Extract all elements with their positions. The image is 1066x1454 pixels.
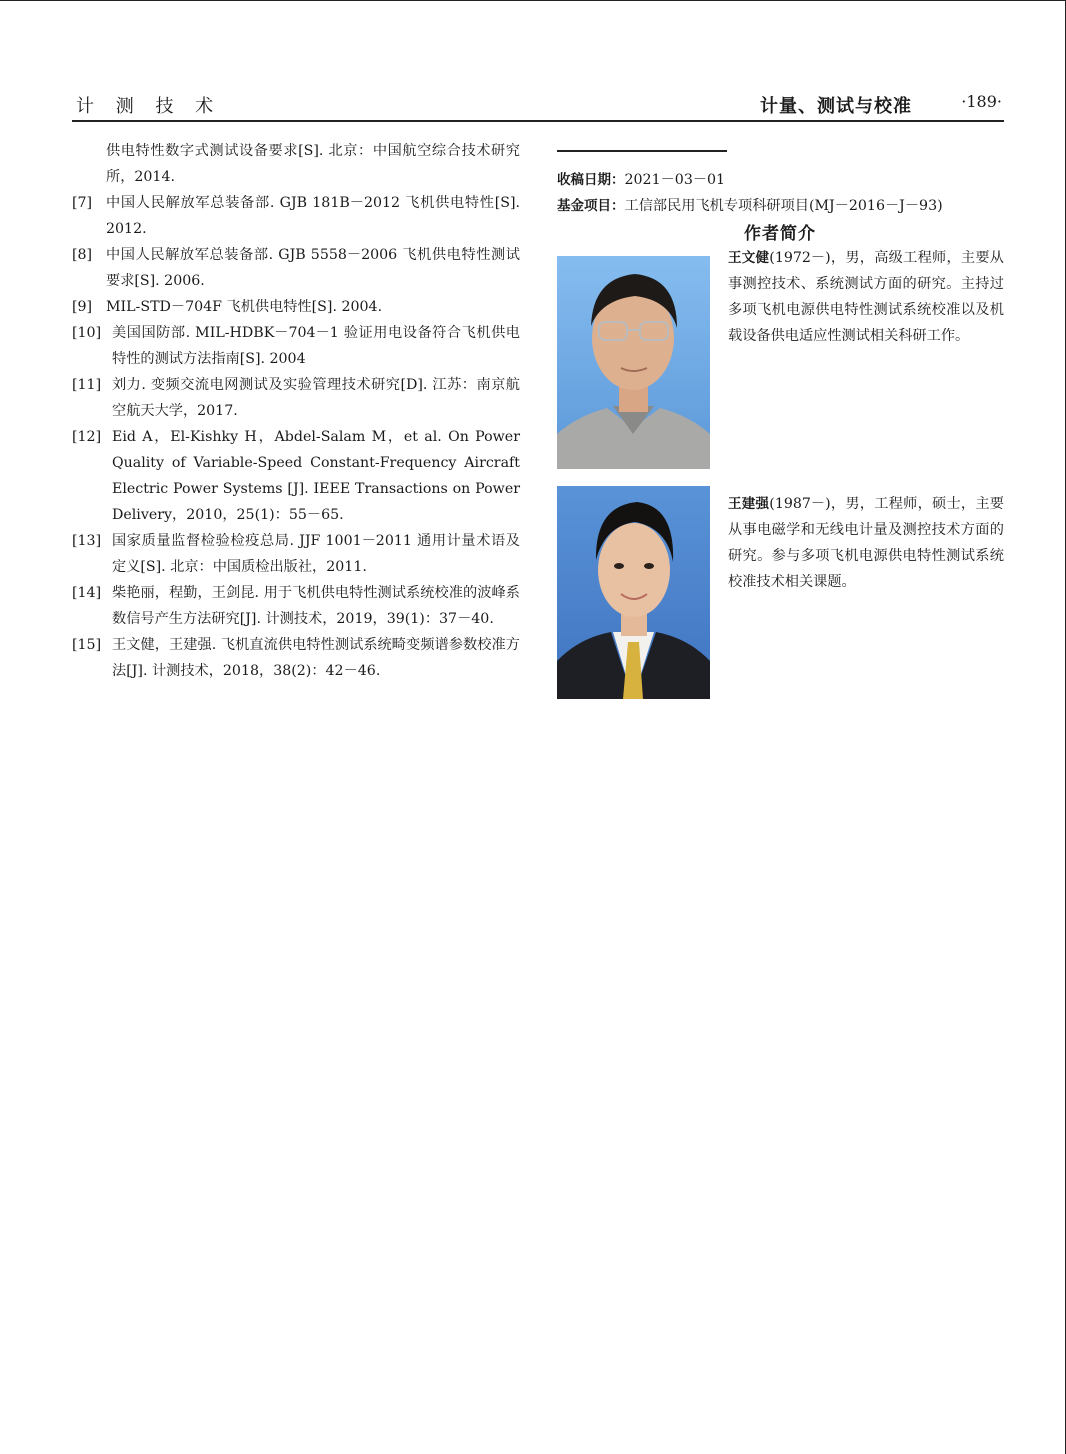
author-name: 王建强	[728, 496, 770, 512]
author-bio-heading: 作者简介	[744, 224, 816, 244]
reference-item	[72, 242, 520, 294]
face	[598, 523, 670, 617]
eye-right	[644, 563, 654, 569]
received-date-value: 2021－03－01	[624, 172, 726, 188]
reference-text: MIL-STD－704F 飞机供电特性[S]. 2004.	[106, 299, 383, 315]
author-photo-2	[557, 486, 710, 699]
reference-number: [11]	[72, 377, 102, 393]
reference-number: [12]	[72, 429, 102, 445]
author-photo-1	[557, 256, 710, 469]
portrait-1-image	[557, 256, 710, 469]
running-header	[72, 92, 1004, 120]
reference-list	[72, 138, 520, 684]
header-rule	[72, 120, 1004, 122]
fund-project	[557, 193, 1007, 219]
reference-item	[72, 528, 520, 580]
fund-project-label: 基金项目：	[557, 198, 625, 214]
reference-number: [8]	[72, 247, 93, 263]
reference-item	[72, 138, 520, 190]
reference-text: 美国国防部. MIL-HDBK－704－1 验证用电设备符合飞机供电特性的测试方法指南[S]. 2004	[112, 325, 520, 367]
journal-name: 计 测 技 术	[76, 96, 222, 117]
reference-item	[72, 424, 520, 528]
reference-number: [13]	[72, 533, 102, 549]
reference-text: 刘力. 变频交流电网测试及实验管理技术研究[D]. 江苏：南京航空航天大学，2017.	[112, 377, 520, 419]
received-date	[557, 167, 1007, 193]
reference-text: 中国人民解放军总装备部. GJB 181B－2012 飞机供电特性[S]. 2012.	[106, 195, 520, 237]
author-name: 王文健	[728, 250, 770, 266]
author-bio-1	[728, 245, 1004, 349]
reference-text: 中国人民解放军总装备部. GJB 5558－2006 飞机供电特性测试要求[S]. 2006.	[106, 247, 520, 289]
section-title: 计量、测试与校准	[760, 96, 912, 117]
fund-project-value: 工信部民用飞机专项科研项目(MJ－2016－J－93)	[624, 198, 943, 214]
reference-item	[72, 190, 520, 242]
reference-item	[72, 294, 520, 320]
reference-item	[72, 632, 520, 684]
page-number: ·189·	[961, 92, 1002, 111]
eye-left	[614, 563, 624, 569]
portrait-2-image	[557, 486, 710, 699]
reference-number: [15]	[72, 637, 102, 653]
reference-item	[72, 320, 520, 372]
footnote-rule	[557, 150, 727, 152]
reference-item	[72, 372, 520, 424]
reference-text: Eid A，El-Kishky H，Abdel-Salam M，et al. On Power Quality of Variable-Speed Constant-Frequency Aircraft Electric Power Systems [J]. IEEE Transactions on Power Delivery，2010，25(1)：55－65.	[112, 429, 520, 523]
author-description: (1972－)，男，高级工程师，主要从事测控技术、系统测试方面的研究。主持过多项飞机电源供电特性测试系统校准以及机载设备供电适应性测试相关科研工作。	[728, 250, 1004, 344]
reference-text: 柴艳丽，程勤，王剑昆. 用于飞机供电特性测试系统校准的波峰系数信号产生方法研究[J]. 计测技术，2019，39(1)：37－40.	[112, 585, 520, 627]
reference-number: [9]	[72, 299, 93, 315]
reference-item	[72, 580, 520, 632]
reference-text: 王文健，王建强. 飞机直流供电特性测试系统畸变频谱参数校准方法[J]. 计测技术，2018，38(2)：42－46.	[112, 637, 520, 679]
author-bio-2	[728, 491, 1004, 595]
received-date-label: 收稿日期：	[557, 172, 625, 188]
reference-text: 国家质量监督检验检疫总局. JJF 1001－2011 通用计量术语及定义[S]. 北京：中国质检出版社，2011.	[112, 533, 520, 575]
reference-number: [10]	[72, 325, 102, 341]
author-description: (1987－)，男，工程师，硕士，主要从事电磁学和无线电计量及测控技术方面的研究。参与多项飞机电源供电特性测试系统校准技术相关课题。	[728, 496, 1004, 590]
reference-number: [14]	[72, 585, 102, 601]
top-border	[0, 0, 1066, 1]
reference-number: [7]	[72, 195, 93, 211]
reference-text: 供电特性数字式测试设备要求[S]. 北京：中国航空综合技术研究所，2014.	[106, 143, 520, 185]
